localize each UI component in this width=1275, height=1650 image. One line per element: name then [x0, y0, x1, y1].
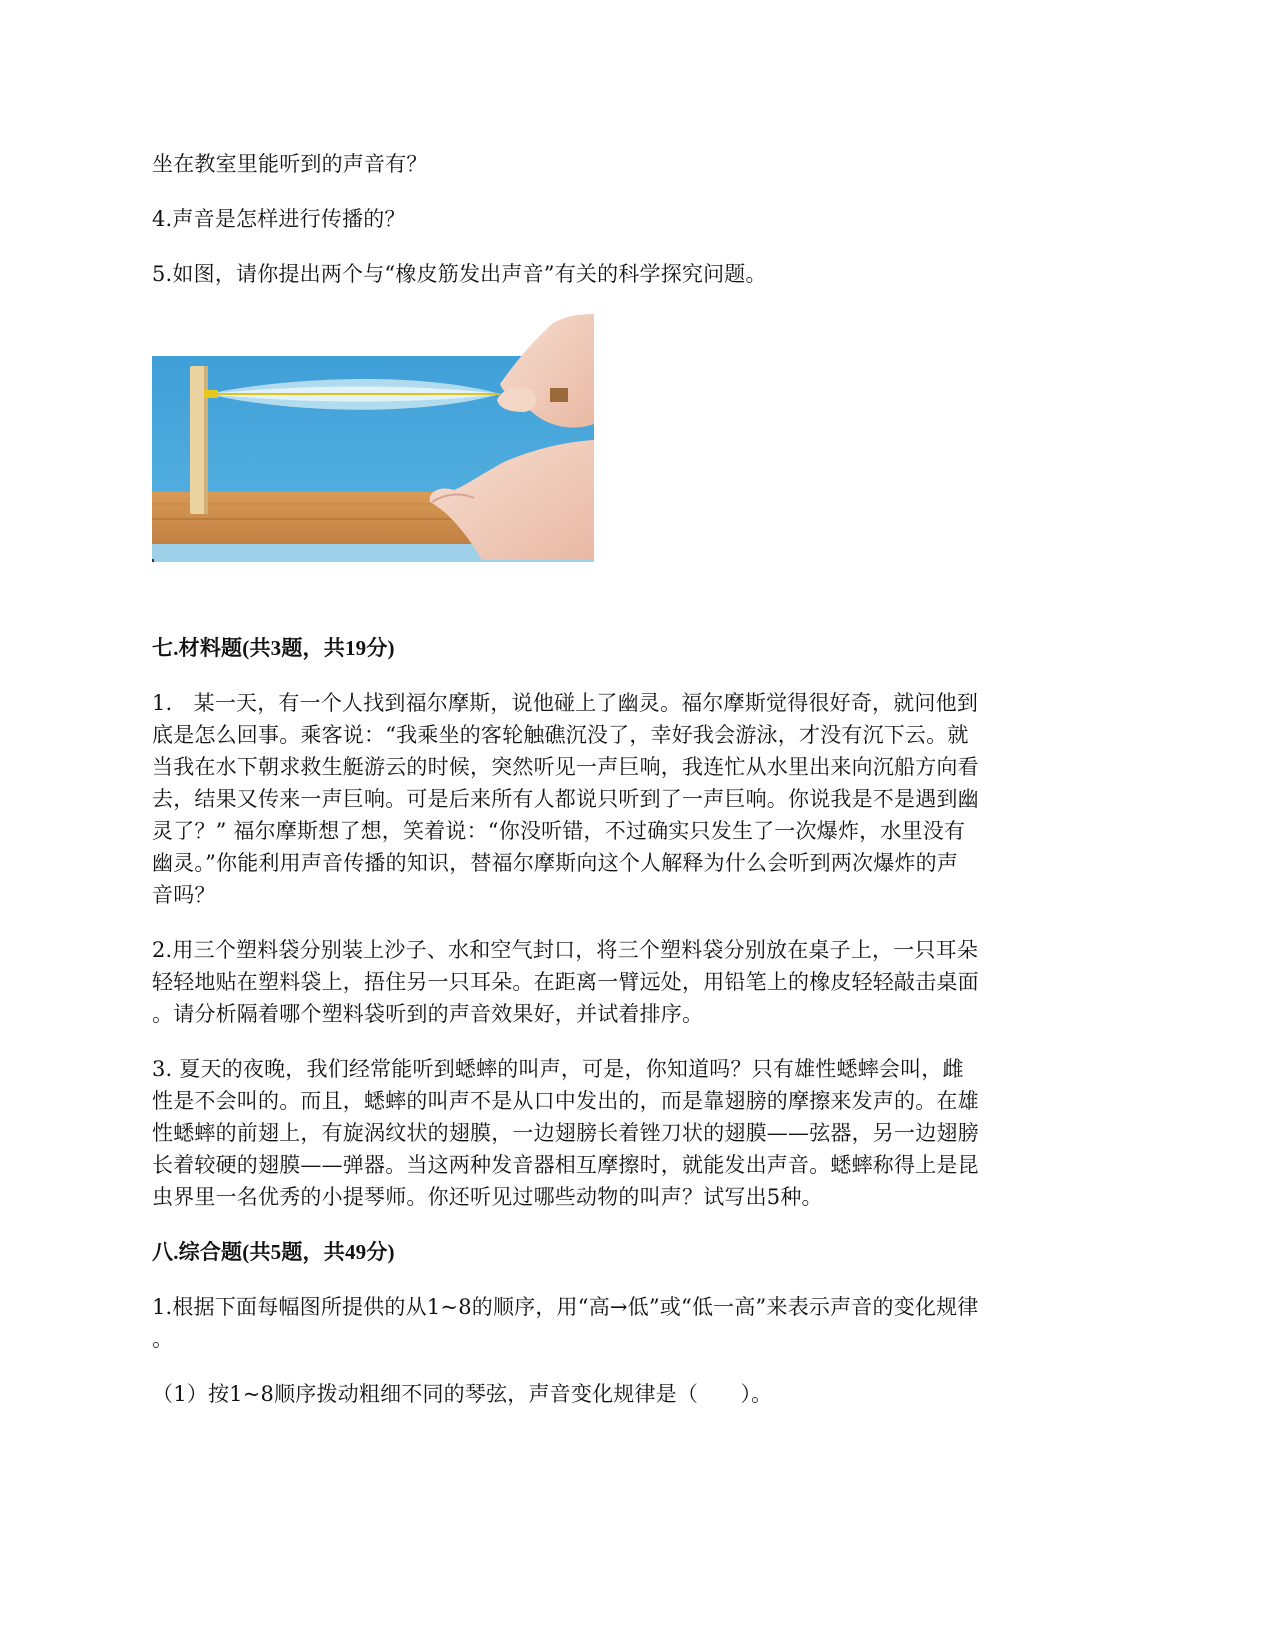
section-8-heading: 八.综合题(共5题，共49分) — [152, 1240, 395, 1264]
text-line: 去，结果又传来一声巨响。可是后来所有人都说只听到了一声巨响。你说我是不是遇到幽 — [152, 787, 979, 811]
section-7-question-1 — [152, 687, 1132, 911]
section-8 — [152, 1236, 1132, 1410]
text-line: 幽灵。”你能利用声音传播的知识，替福尔摩斯向这个人解释为什么会听到两次爆炸的声 — [152, 851, 959, 875]
rubber-band-experiment-figure — [152, 314, 622, 564]
text-line: 音吗？ — [152, 883, 216, 907]
text-line: 2.用三个塑料袋分别装上沙子、水和空气封口，将三个塑料袋分别放在桌子上，一只耳朵 — [152, 938, 979, 962]
section-7 — [152, 632, 1132, 1213]
text-line: 性蟋蟀的前翅上，有旋涡纹状的翅膜，一边翅膀长着锉刀状的翅膜——弦器，另一边翅膀 — [152, 1121, 979, 1145]
question-3-tail: 坐在教室里能听到的声音有？ — [152, 152, 428, 176]
text-line: 虫界里一名优秀的小提琴师。你还听见过哪些动物的叫声？试写出5种。 — [152, 1185, 823, 1209]
text-line: 。 — [152, 1327, 174, 1351]
text-line: 3. 夏天的夜晚，我们经常能听到蟋蟀的叫声，可是，你知道吗？只有雄性蟋蟀会叫，雌 — [152, 1057, 964, 1081]
text-line: 长着较硬的翅膜——弹器。当这两种发音器相互摩擦时，就能发出声音。蟋蟀称得上是昆 — [152, 1153, 979, 1177]
text-line: 。请分析隔着哪个塑料袋听到的声音效果好，并试着排序。 — [152, 1002, 704, 1026]
question-5: 5.如图，请你提出两个与“橡皮筋发出声音”有关的科学探究问题。 — [152, 262, 767, 286]
question-4: 4.声音是怎样进行传播的？ — [152, 207, 406, 231]
text-line: 1.根据下面每幅图所提供的从1~8的顺序，用“高→低”或“低一高”来表示声音的变化规律 — [152, 1295, 979, 1319]
worksheet-page — [152, 148, 1132, 1410]
section-7-question-3 — [152, 1053, 1132, 1213]
section-7-heading: 七.材料题(共3题，共19分) — [152, 636, 395, 660]
text-line: 轻轻地贴在塑料袋上，捂住另一只耳朵。在距离一臂远处，用铅笔上的橡皮轻轻敲击桌面 — [152, 970, 979, 994]
rubber-band-experiment-photo-icon — [152, 314, 622, 564]
section-8-question-1 — [152, 1291, 1132, 1355]
section-7-question-2 — [152, 934, 1132, 1030]
text-line: 底是怎么回事。乘客说：“我乘坐的客轮触礁沉没了，幸好我会游泳，才没有沉下云。就 — [152, 723, 969, 747]
text-line: 当我在水下朝求救生艇游云的时候，突然听见一声巨响，我连忙从水里出来向沉船方向看 — [152, 755, 979, 779]
text-line: 性是不会叫的。而且，蟋蟀的叫声不是从口中发出的，而是靠翅膀的摩擦来发声的。在雄 — [152, 1089, 979, 1113]
text-line: 1. 某一天，有一个人找到福尔摩斯，说他碰上了幽灵。福尔摩斯觉得很好奇，就问他到 — [152, 691, 979, 715]
section-8-question-1-part-1: （1）按1~8顺序拨动粗细不同的琴弦，声音变化规律是（ ）。 — [152, 1382, 773, 1406]
text-line: 灵了？” 福尔摩斯想了想，笑着说：“你没听错，不过确实只发生了一次爆炸，水里没有 — [152, 819, 966, 843]
